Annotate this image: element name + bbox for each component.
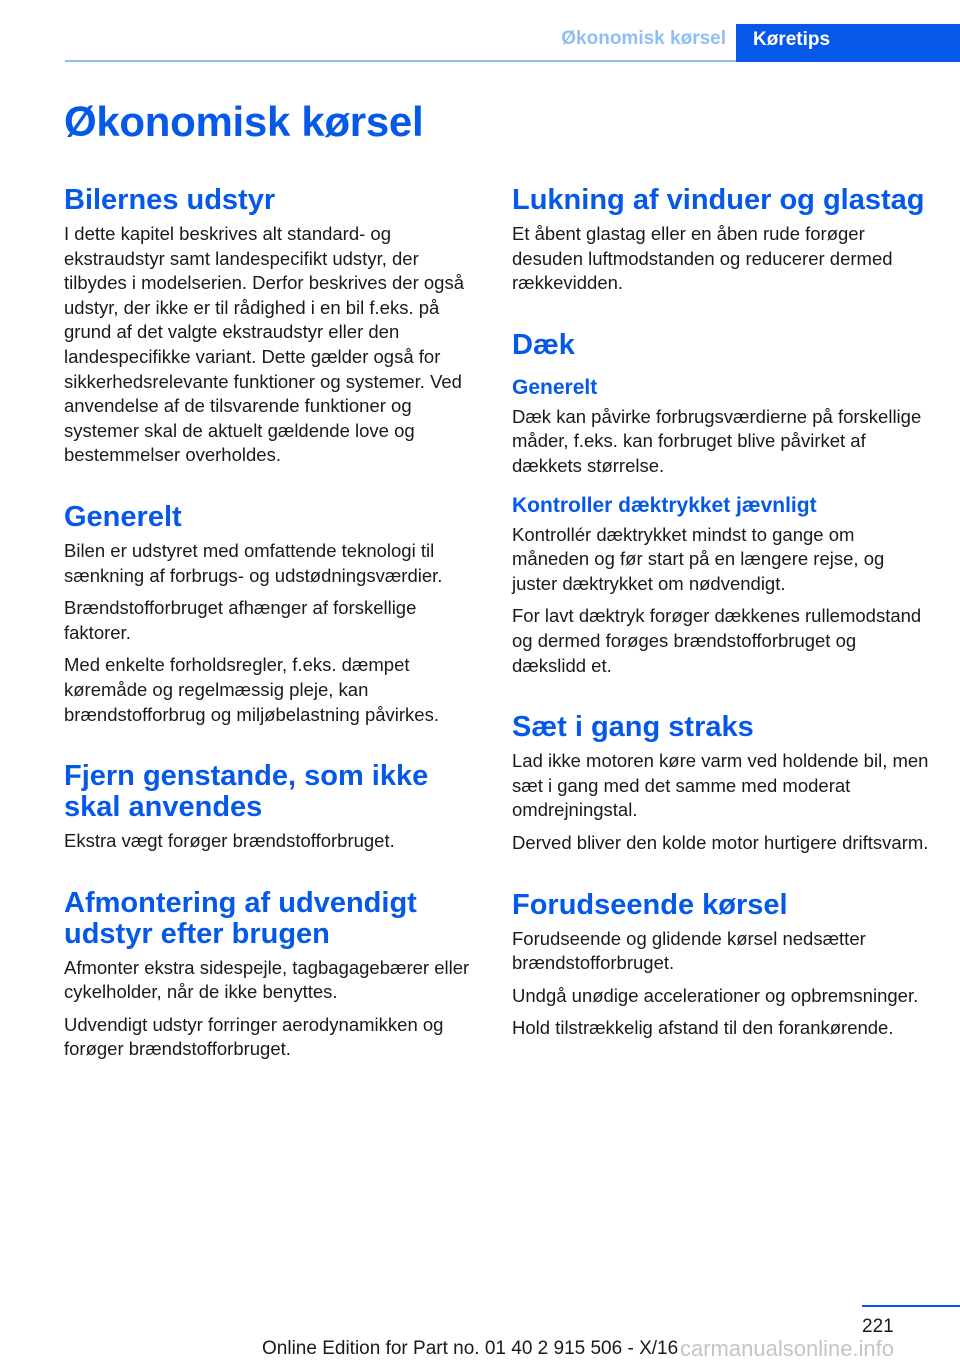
section-forudseende xyxy=(512,890,932,1041)
section-heading: Lukning af vinduer og glastag xyxy=(512,184,925,216)
right-column xyxy=(512,185,932,1075)
paragraph: Bilen er udstyret med omfattende teknologi til sænkning af forbrugs- og udstødningsværdier. xyxy=(64,539,443,586)
paragraph: For lavt dæktryk forøger dækkenes rullemodstand og dermed forøges brændstofforbruget og dækslidd et. xyxy=(512,605,922,676)
header-rule xyxy=(65,60,736,62)
section-saet-i-gang xyxy=(512,712,932,855)
left-column xyxy=(64,185,484,1096)
section-afmontering xyxy=(64,888,484,1062)
paragraph: Derved bliver den kolde motor hurtigere driftsvarm. xyxy=(512,831,929,853)
subsection-generelt xyxy=(512,375,932,479)
subsection-heading: Generelt xyxy=(512,375,598,399)
watermark: carmanualsonline.info xyxy=(680,1336,895,1361)
page-title: Økonomisk kørsel xyxy=(64,98,424,145)
paragraph: Brændstofforbruget afhænger af forskellige faktorer. xyxy=(64,597,417,643)
paragraph: Et åbent glastag eller en åben rude forøger desuden luftmodstanden og reducerer dermed rækkevidden. xyxy=(512,223,893,294)
section-heading: Dæk xyxy=(512,328,575,361)
paragraph: Udvendigt udstyr forringer aerodynamikken og forøger brændstofforbruget. xyxy=(64,1013,444,1060)
section-heading: Afmontering af udvendigt udstyr efter brugen xyxy=(64,886,417,950)
subsection-daektryk xyxy=(512,493,932,679)
paragraph: Forudseende og glidende kørsel nedsætter brændstofforbruget. xyxy=(512,927,866,974)
paragraph: Afmonter ekstra sidespejle, tagbagagebærer eller cykelholder, når de ikke benyttes. xyxy=(64,956,470,1003)
paragraph: Hold tilstrækkelig afstand til den forankørende. xyxy=(512,1017,894,1039)
section-heading: Fjern genstande, som ikke skal anvendes xyxy=(64,760,429,824)
section-bilernes-udstyr xyxy=(64,185,484,468)
paragraph: Lad ikke motoren køre varm ved holdende bil, men sæt i gang med det samme med moderat omdrejningstal. xyxy=(512,750,929,821)
footer-rule xyxy=(862,1305,960,1307)
section-heading: Forudseende kørsel xyxy=(512,888,788,921)
paragraph: Ekstra vægt forøger brændstofforbruget. xyxy=(64,830,395,852)
section-daek xyxy=(512,330,932,678)
paragraph: Kontrollér dæktrykket mindst to gange om måneden og før start på en længere rejse, og juster dæktrykket om nødvendigt. xyxy=(512,523,885,594)
page-number: 221 xyxy=(862,1316,894,1337)
header-chapter-tab: Køretips xyxy=(736,24,960,62)
header-section-label: Økonomisk kørsel xyxy=(561,28,726,49)
paragraph: I dette kapitel beskrives alt standard- og ekstraudstyr samt landespecifikt udstyr, der tilbydes i modelserien. Derfor beskrives der også udstyr, der ikke er til rådighed i en bil f.eks. på grund af det valgte ekstraudstyr eller den landespecifikke variant. Dette gælder også for sikkerhedsrelevante funktioner og systemer. Ved anvendelse af de tilsvarende funktioner og systemer skal de aktuelt gældende love og bestemmelser overholdes. xyxy=(64,223,464,466)
subsection-heading: Kontroller dæktrykket jævnligt xyxy=(512,493,817,517)
footer-edition: Online Edition for Part no. 01 40 2 915 506 - X/16 xyxy=(262,1338,679,1359)
section-generelt xyxy=(64,502,484,727)
paragraph: Dæk kan påvirke forbrugsværdierne på forskellige måder, f.eks. kan forbruget blive påvirket af dækkets størrelse. xyxy=(512,405,922,476)
section-heading: Bilernes udstyr xyxy=(64,184,276,216)
section-heading: Sæt i gang straks xyxy=(512,711,754,744)
paragraph: Med enkelte forholdsregler, f.eks. dæmpet køremåde og regelmæssig pleje, kan brændstofforbrug og miljøbelastning påvirkes. xyxy=(64,654,439,725)
section-fjern-genstande xyxy=(64,761,484,854)
paragraph: Undgå unødige accelerationer og opbremsninger. xyxy=(512,984,919,1006)
section-lukning xyxy=(512,185,932,296)
section-heading: Generelt xyxy=(64,500,182,533)
